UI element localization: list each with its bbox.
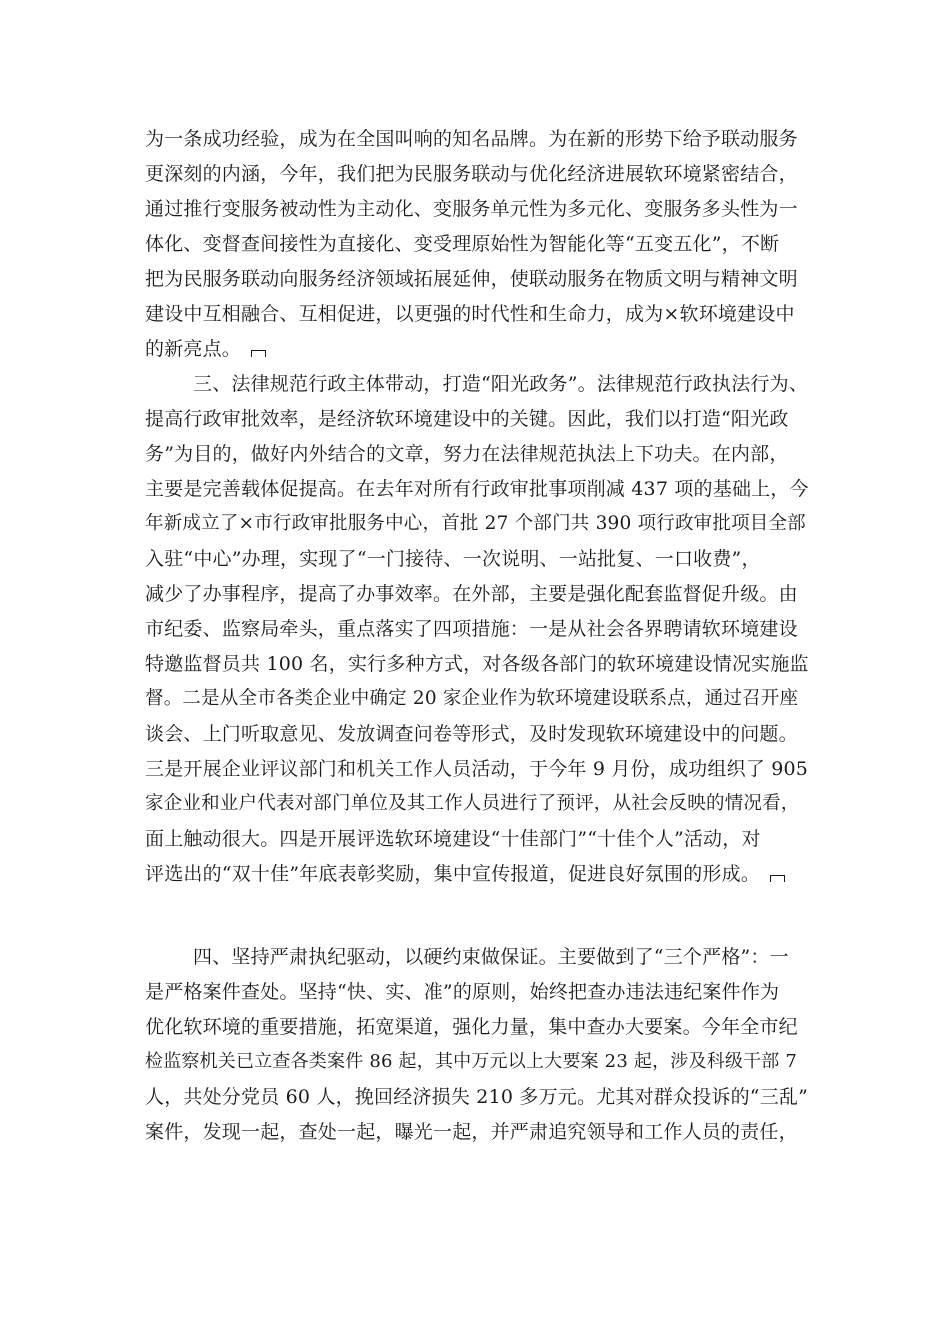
paragraph-1-line-2: 更深刻的内涵，今年，我们把为民服务联动与优化经济进展软环境紧密结合，	[145, 163, 798, 185]
paragraph-1-line-7-text: 的新亮点。	[145, 338, 242, 360]
paragraph-2-line-15	[145, 863, 785, 885]
paragraph-2-line-2: 提高行政审批效率，是经济软环境建设中的关键。因此，我们以打造“阳光政	[145, 408, 789, 430]
paragraph-end-mark-icon	[251, 347, 266, 357]
paragraph-3-line-6: 案件，发现一起，查处一起，曝光一起，并严肃追究领导和工作人员的责任，	[145, 1121, 798, 1143]
paragraph-2-line-6: 入驻“中心”办理，实现了“一门接待、一次说明、一站批复、一口收费”，	[145, 548, 761, 570]
paragraph-2-line-10: 督。二是从全市各类企业中确定 20 家企业作为软环境建设联系点，通过召开座	[145, 688, 799, 709]
paragraph-3-line-3: 优化软环境的重要措施，拓宽渠道，强化力量，集中查办大要案。今年全市纪	[145, 1016, 798, 1038]
paragraph-3-line-2: 是严格案件查处。坚持“快、实、准”的原则，始终把查办违法违纪案件作为	[145, 981, 780, 1003]
paragraph-1-line-7	[145, 338, 266, 360]
paragraph-2-line-4: 主要是完善载体促提高。在去年对所有行政审批事项削减 437 项的基础上，今	[145, 478, 809, 500]
paragraph-1-line-4: 体化、变督查间接性为直接化、变受理原始性为智能化等“五变五化”，不断	[145, 233, 780, 255]
paragraph-2-line-11: 谈会、上门听取意见、发放调查问卷等形式，及时发现软环境建设中的问题。	[145, 723, 798, 745]
paragraph-2-line-8: 市纪委、监察局牵头，重点落实了四项措施：一是从社会各界聘请软环境建设	[145, 618, 798, 640]
paragraph-1-line-5: 把为民服务联动向服务经济领域拓展延伸，使联动服务在物质文明与精神文明	[145, 268, 798, 290]
paragraph-3-line-1: 四、坚持严肃执纪驱动，以硬约束做保证。主要做到了“三个严格”：一	[193, 946, 789, 968]
paragraph-2-line-5: 年新成立了×市行政审批服务中心，首批 27 个部门共 390 项行政审批项目全部	[145, 513, 806, 534]
paragraph-3-line-4: 检监察机关已立查各类案件 86 起，其中万元以上大要案 23 起，涉及科级干部 7	[145, 1051, 798, 1072]
paragraph-end-mark-icon	[770, 872, 785, 882]
paragraph-1-line-3: 通过推行变服务被动性为主动化、变服务单元性为多元化、变服务多头性为一	[145, 198, 798, 220]
paragraph-2-line-12: 三是开展企业评议部门和机关工作人员活动，于今年 9 月份，成功组织了 905	[145, 758, 809, 780]
paragraph-2-line-9: 特邀监督员共 100 名，实行多种方式，对各级各部门的软环境建设情况实施监	[145, 653, 809, 675]
paragraph-1-line-1: 为一条成功经验，成为在全国叫响的知名品牌。为在新的形势下给予联动服务	[145, 128, 798, 150]
paragraph-2-line-13: 家企业和业户代表对部门单位及其工作人员进行了预评，从社会反映的情况看，	[145, 793, 800, 814]
paragraph-2-line-3: 务”为目的，做好内外结合的文章，努力在法律规范执法上下功夫。在内部，	[145, 443, 789, 465]
paragraph-2-line-7: 减少了办事程序，提高了办事效率。在外部，主要是强化配套监督促升级。由	[145, 583, 798, 605]
paragraph-2-line-1: 三、法律规范行政主体带动，打造“阳光政务”。法律规范行政执法行为、	[193, 373, 809, 395]
paragraph-1-line-6: 建设中互相融合、互相促进，以更强的时代性和生命力，成为×软环境建设中	[145, 303, 795, 325]
paragraph-2-line-14: 面上触动很大。四是开展评选软环境建设“十佳部门”“十佳个人”活动，对	[145, 828, 761, 850]
paragraph-2-line-15-text: 评选出的“双十佳”年底表彰奖励，集中宣传报道，促进良好氛围的形成。	[145, 863, 761, 885]
paragraph-3-line-5: 人，共处分党员 60 人，挽回经济损失 210 多万元。尤其对群众投诉的“三乱”	[145, 1086, 809, 1108]
